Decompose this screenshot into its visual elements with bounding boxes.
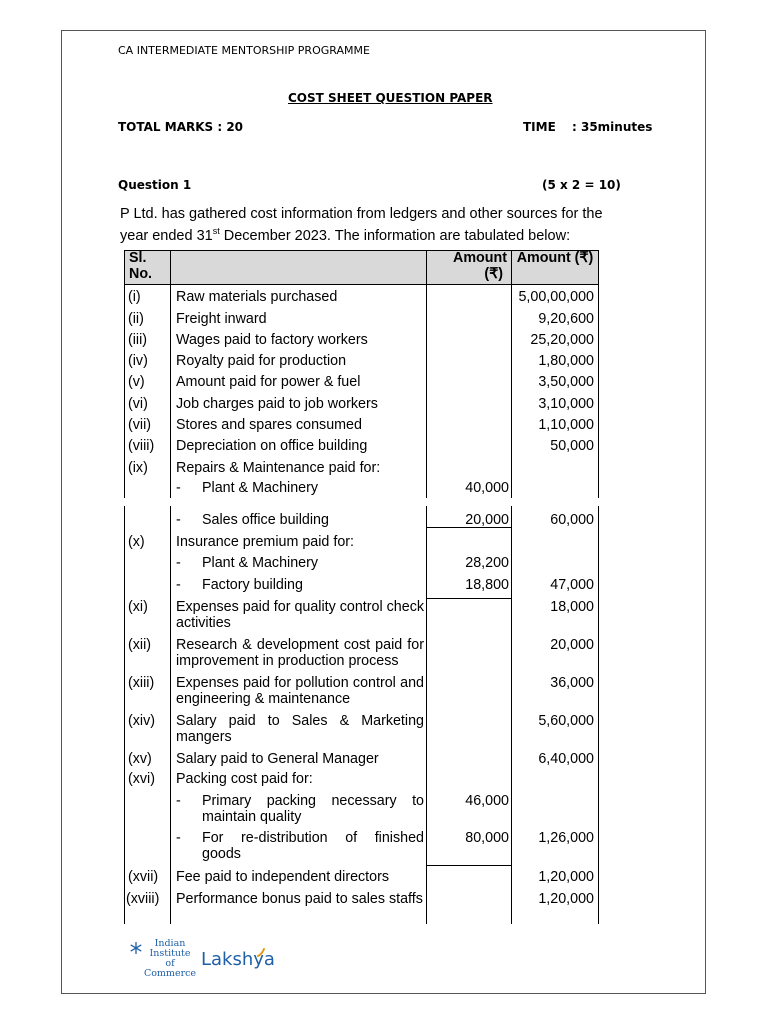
row-amount: 3,10,000 [538, 396, 594, 412]
row-amount: 60,000 [550, 512, 594, 528]
row-sl: (xiii) [128, 675, 155, 691]
header-amount-1: Amount (₹) [453, 250, 507, 282]
row-text: Repairs & Maintenance paid for: [176, 460, 381, 476]
time-value: : 35minutes [572, 120, 653, 134]
iic-lakshya-logo [130, 938, 275, 979]
row-amount: 28,200 [465, 555, 509, 571]
table-rule [170, 250, 171, 498]
table-rule [426, 250, 427, 498]
row-amount: 50,000 [550, 438, 594, 454]
row-sl: (xvi) [128, 771, 155, 787]
row-text: Packing cost paid for: [176, 771, 313, 787]
row-amount: 20,000 [550, 637, 594, 653]
total-marks: TOTAL MARKS : 20 [118, 120, 244, 134]
table-rule [124, 250, 598, 251]
row-text: Performance bonus paid to sales staffs [176, 891, 423, 907]
row-amount: 47,000 [550, 577, 594, 593]
table-rule [426, 598, 511, 599]
row-amount: 80,000 [465, 830, 509, 846]
institute-name: Indian Institute of Commerce [143, 938, 197, 979]
row-amount: 18,800 [465, 577, 509, 593]
table-rule [598, 250, 599, 498]
row-text: Wages paid to factory workers [176, 332, 368, 348]
table-rule [511, 506, 512, 924]
row-amount: 6,40,000 [538, 751, 594, 767]
table-rule [170, 506, 171, 924]
row-sl: (ix) [128, 460, 148, 476]
row-sl: (xiv) [128, 713, 155, 729]
question-paper-page: CA INTERMEDIATE MENTORSHIP PROGRAMME COST SHEET QUESTION PAPER TOTAL MARKS : 20 TIME : 35minutes Question 1 (5 x 2 = 10) P Ltd. has gathered cost information from ledgers and other sources for the year ended 31st December 2023. The information are tabulated below: Sl. No. Amount (₹) Amount (₹) (i) Raw materials purchased 5,00,00,000 (ii) Freight inward 9,20,600 (iii) Wages paid to factory workers 25,20,000 (iv) Royalty paid for production 1,80,000 (v) Amount paid for power & fuel 3,50,000 (vi) Job charges paid to job workers 3,10,000 (vii) Stores and spares consumed 1,10,000 (viii) Depreciation on office building 50,000 (ix) Repairs & Maintenance paid for: - Plant & Machinery 40,000 - Sales office building 20,000 60,000 (x) Insurance premium paid for: - Plant & Machinery 28,200 - Factory building 18,800 47,000 (xi) Expenses paid for quality control check activities 18,000 (xii) Research & development cost paid for improvement in production process 20,000 (xiii) Expenses paid for pollution control and engineering & maintenance 36,000 (xiv) Salary paid to Sales & Marketing mangers 5,60,000 (xv) Salary paid to General Manager 6,40,000 (xvi) Packing cost paid for: - Primary packing necessary to maintain quality 46,000 - For re-distribution of finished goods 80,000 1,26,000 (xvii) Fee paid to independent directors 1,20,000 (xviii) Performance bonus paid to sales staffs 1,20,000 Indian Institute of Commerce Lakshya [61, 30, 706, 994]
row-sl: (vii) [128, 417, 152, 433]
row-amount: 20,000 [465, 512, 509, 528]
row-text: Amount paid for power & fuel [176, 374, 361, 390]
row-sl: (xviii) [126, 891, 160, 907]
header-amount-2: Amount (₹) [516, 250, 594, 266]
question-label: Question 1 [118, 178, 192, 192]
row-text: Job charges paid to job workers [176, 396, 378, 412]
row-amount: 3,50,000 [538, 374, 594, 390]
row-amount: 25,20,000 [530, 332, 594, 348]
row-amount: 1,20,000 [538, 869, 594, 885]
table-rule [426, 506, 427, 924]
row-sl: (i) [128, 289, 141, 305]
row-sl: (iii) [128, 332, 148, 348]
row-amount: 1,26,000 [538, 830, 594, 846]
row-text: Expenses paid for quality control check activities [176, 599, 424, 631]
lakshya-brand: Lakshya [201, 949, 275, 970]
brand-swoosh-icon [256, 948, 266, 958]
row-amount: 18,000 [550, 599, 594, 615]
row-text: Expenses paid for pollution control and engineering & maintenance [176, 675, 424, 707]
row-sl: (x) [128, 534, 145, 550]
row-sl: (xii) [128, 637, 152, 653]
table-rule [124, 506, 125, 924]
row-text: Salary paid to Sales & Marketing mangers [176, 713, 424, 745]
paper-title: COST SHEET QUESTION PAPER [288, 91, 493, 105]
row-text: Royalty paid for production [176, 353, 347, 369]
row-sl: (xv) [128, 751, 152, 767]
row-amount: 1,80,000 [538, 353, 594, 369]
row-text: Salary paid to General Manager [176, 751, 379, 767]
table-rule [426, 865, 511, 866]
snowflake-emblem-icon [130, 942, 142, 954]
row-amount: 36,000 [550, 675, 594, 691]
table-rule [124, 284, 598, 285]
row-text: Insurance premium paid for: [176, 534, 354, 550]
row-text: Stores and spares consumed [176, 417, 362, 433]
row-sl: (iv) [128, 353, 148, 369]
row-sl: (vi) [128, 396, 148, 412]
intro-line-2: year ended 31st December 2023. The information are tabulated below: [120, 226, 571, 244]
time-label: TIME [523, 120, 556, 134]
table-rule [511, 250, 512, 498]
row-sl: (xvii) [128, 869, 159, 885]
row-text: Fee paid to independent directors [176, 869, 390, 885]
programme-header: CA INTERMEDIATE MENTORSHIP PROGRAMME [118, 44, 370, 57]
row-sl: (v) [128, 374, 145, 390]
intro-line-1: P Ltd. has gathered cost information from ledgers and other sources for the [120, 206, 603, 222]
row-sl: (viii) [128, 438, 155, 454]
row-text: Depreciation on office building [176, 438, 368, 454]
row-amount: 5,60,000 [538, 713, 594, 729]
row-text: Freight inward [176, 311, 267, 327]
header-sl: Sl. No. [129, 250, 153, 282]
row-text: Research & development cost paid for improvement in production process [176, 637, 424, 669]
row-sl: (xi) [128, 599, 148, 615]
row-amount: 40,000 [465, 480, 509, 496]
row-amount: 1,20,000 [538, 891, 594, 907]
row-amount: 5,00,00,000 [518, 289, 594, 305]
table-rule [598, 506, 599, 924]
question-marks: (5 x 2 = 10) [542, 178, 621, 192]
row-amount: 1,10,000 [538, 417, 594, 433]
row-amount: 9,20,600 [538, 311, 594, 327]
row-amount: 46,000 [465, 793, 509, 809]
row-sl: (ii) [128, 311, 144, 327]
table-rule [124, 250, 125, 498]
row-text: Raw materials purchased [176, 289, 338, 305]
